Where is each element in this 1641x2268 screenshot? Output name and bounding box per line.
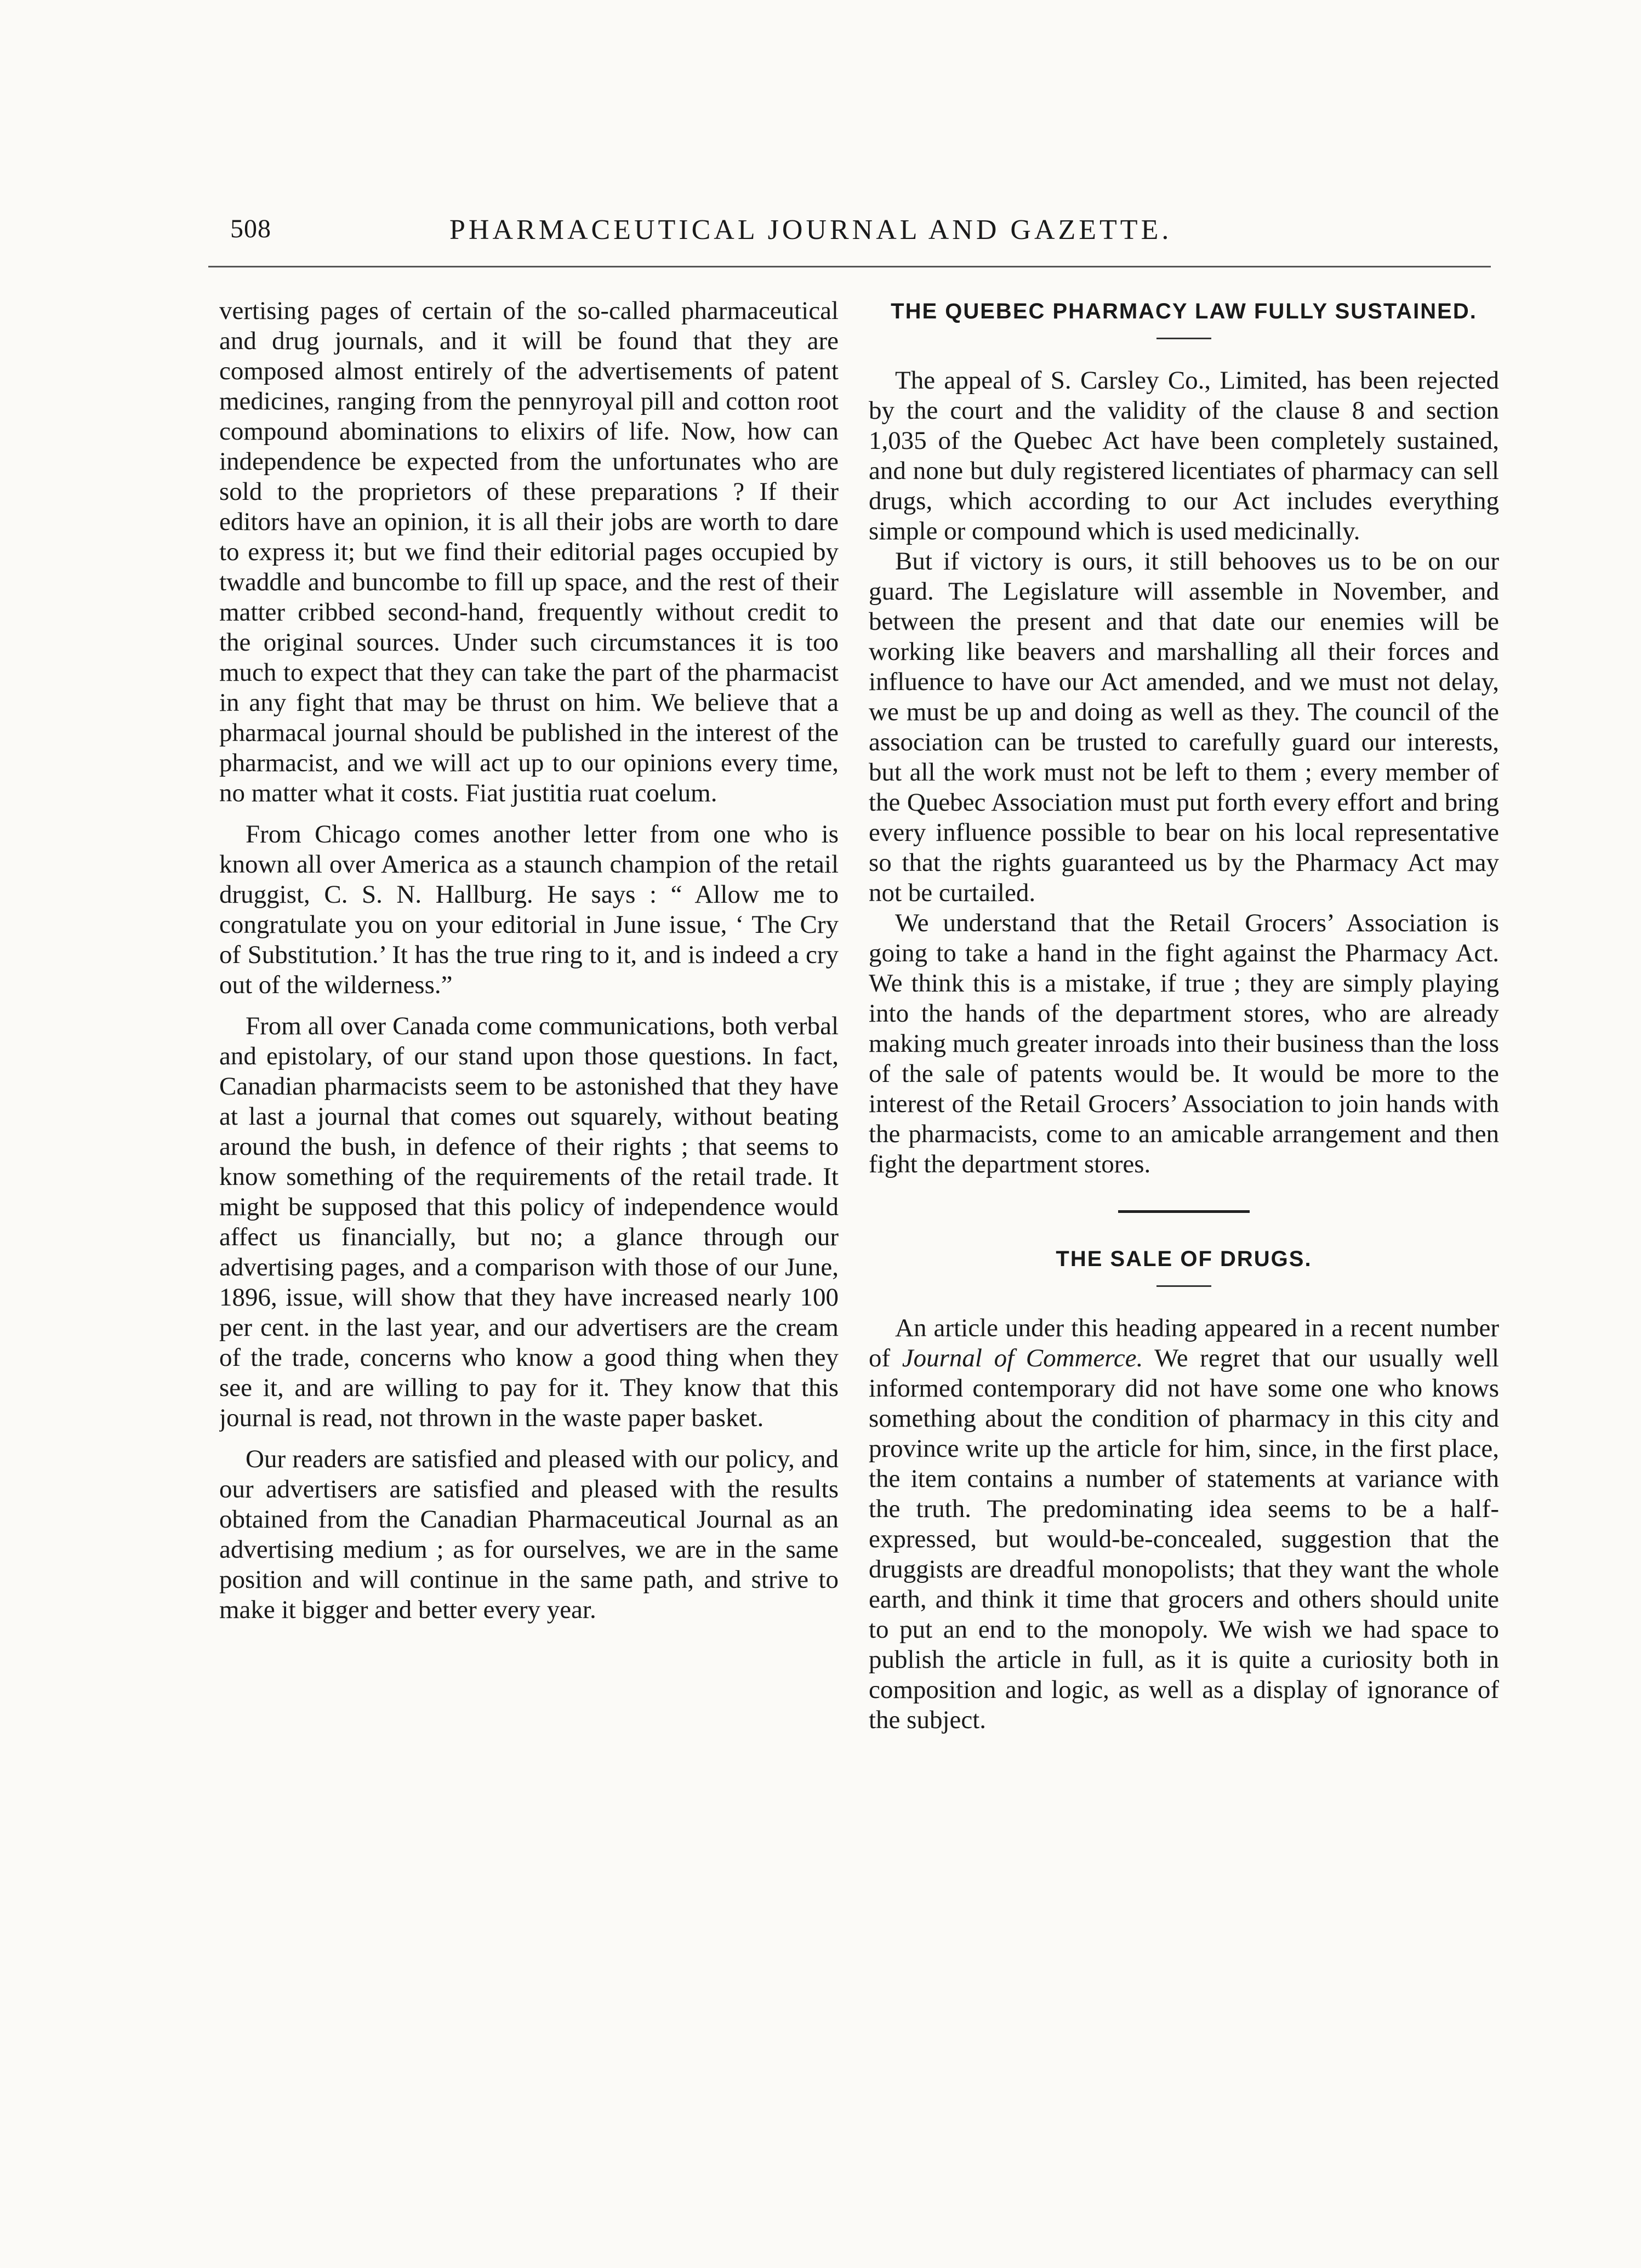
journal-title: PHARMACEUTICAL JOURNAL AND GAZETTE. [449, 214, 1172, 246]
quebec-paragraph-3: We understand that the Retail Grocers’ Association is going to take a hand in the fight against the Pharmacy Act. We think this is a mistake, if true ; they are simply playing into the hands of the department stores, who are already making much greater inroads into their business than the loss of the sale of patents would be. It would be more to the interest of the Retail Grocers’ Association to join hands with the pharmacists, come to an amicable arrangement and then fight the department stores. [869, 909, 1499, 1178]
page-header [230, 214, 1502, 252]
quebec-article-heading: THE QUEBEC PHARMACY LAW FULLY SUSTAINED. [891, 299, 1477, 323]
section-divider [1118, 1210, 1250, 1213]
left-paragraph-3: From all over Canada come communications, both verbal and epistolary, of our stand upon those questions. In fact, Canadian pharmacists seem to be astonished that they have at last a journal that comes out squarely, without beating around the bush, in defence of their rights ; that seems to know something of the requirements of the retail trade. It might be supposed that this policy of independence would affect us financially, but no; a glance through our advertising pages, and a comparison with those of our June, 1896, issue, will show that they have increased nearly 100 per cent. in the last year, and our advertisers are the cream of the trade, concerns who know a good thing when they see it, and are willing to pay for it. They know that this journal is read, not thrown in the waste paper basket. [219, 1012, 839, 1432]
quebec-paragraph-2: But if victory is ours, it still behooves us to be on our guard. The Legislature will assemble in November, and between the present and that date our enemies will be working like beavers and marshalling all their forces and influence to have our Act amended, and we must not delay, we must be up and doing as well as they. The council of the association can be trusted to carefully guard our interests, but all the work must not be left to them ; every member of the Quebec Association must put forth every effort and bring every influence possible to bear on his local representative so that the rights guaranteed us by the Pharmacy Act may not be curtailed. [869, 547, 1499, 907]
drugs-paragraph-1 [869, 1313, 1499, 1735]
heading-rule [1156, 1285, 1211, 1287]
drugs-article [869, 1244, 1499, 1735]
page-number: 508 [230, 214, 271, 243]
left-paragraph-4: Our readers are satisfied and pleased with our policy, and our advertisers are satisfied and pleased with the results obtained from the Canadian Pharmaceutical Journal as an advertising medium ; as for ourselves, we are in the same position and will continue in the same path, and strive to make it bigger and better every year. [219, 1445, 839, 1624]
quebec-article [869, 296, 1499, 1179]
drugs-text-before: An article under this heading appeared in a recent number of [869, 1314, 1499, 1372]
heading-rule [1156, 338, 1211, 339]
left-paragraph-1: vertising pages of certain of the so-called pharmaceutical and drug journals, and it will be found that they are composed almost entirely of the advertisements of patent medicines, ranging from the pennyroyal pill and cotton root compound abominations to elixirs of life. Now, how can independence be expected from the unfortunates who are sold to the proprietors of these preparations ? If their editors have an opinion, it is all their jobs are worth to dare to express it; but we find their editorial pages occupied by twaddle and buncombe to fill up space, and the rest of their matter cribbed second-hand, frequently without credit to the original sources. Under such circumstances it is too much to expect that they can take the part of the pharmacist in any fight that may be thrust on him. We believe that a pharmacal journal should be published in the interest of the pharmacist, and we will act up to our opinions every time, no matter what it costs. Fiat justitia ruat coelum. [219, 297, 839, 807]
right-column [869, 296, 1499, 2159]
left-column [219, 296, 839, 2159]
left-paragraph-2: From Chicago comes another letter from one who is known all over America as a staunch champion of the retail druggist, C. S. N. Hallburg. He says : “ Allow me to congratulate you on your editorial in June issue, ‘ The Cry of Substitution.’ It has the true ring to it, and is indeed a cry out of the wilderness.” [219, 820, 839, 999]
quebec-paragraph-1: The appeal of S. Carsley Co., Limited, has been rejected by the court and the validity of the clause 8 and section 1,035 of the Quebec Act have been completely sustained, and none but duly registered licentiates of pharmacy can sell drugs, which according to our Act includes everything simple or compound which is used medicinally. [869, 366, 1499, 545]
journal-of-commerce-title: Journal of Commerce. [902, 1344, 1143, 1372]
header-rule [208, 266, 1491, 267]
drugs-article-heading: THE SALE OF DRUGS. [1056, 1247, 1312, 1271]
drugs-text-after: We regret that our usually well informed contemporary did not have some one who knows something about the condition of pharmacy in this city and province write up the article for him, since, in the first place, the item contains a number of statements at variance with the truth. The predominating idea seems to be a half-expressed, but would-be-concealed, suggestion that the druggists are dreadful monopolists; that they want the whole earth, and think it time that grocers and others should unite to put an end to the monopoly. We wish we had space to publish the article in full, as it is quite a curiosity both in composition and logic, as well as a display of ignorance of the subject. [869, 1344, 1499, 1734]
